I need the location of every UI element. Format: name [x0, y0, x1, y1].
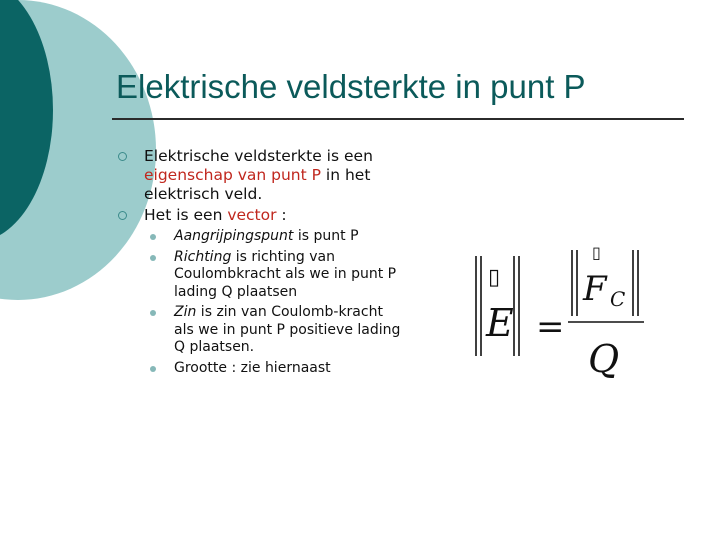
- sub-bullet-term: Richting: [174, 248, 232, 265]
- title-underline: [112, 118, 684, 120]
- bullet-text: :: [276, 206, 287, 224]
- sub-bullet-term: Aangrijpingspunt: [174, 228, 294, 244]
- dot-bullet-icon: [150, 255, 156, 261]
- bullet-item-definition: [116, 147, 406, 204]
- missing-glyph: ▯: [592, 243, 601, 262]
- sub-bullet-item: [116, 360, 406, 378]
- sub-bullet-term: Zin: [174, 304, 197, 320]
- formula-numerator: F: [583, 269, 607, 309]
- formula-equals: =: [536, 307, 565, 347]
- field-strength-formula: [470, 238, 650, 388]
- formula-subscript: C: [610, 287, 626, 311]
- bullet-text: Het is een: [144, 206, 228, 224]
- missing-glyph: ▯: [488, 265, 501, 290]
- sub-bullet-item: [116, 249, 406, 302]
- ring-bullet-icon: [118, 152, 127, 161]
- highlight-text: vector: [227, 206, 277, 224]
- ring-bullet-icon: [118, 211, 127, 220]
- bullet-item-vector: [116, 206, 406, 225]
- highlight-text: eigenschap van punt P: [144, 166, 321, 184]
- dot-bullet-icon: [150, 310, 156, 316]
- sub-bullet-text: is richting van Coulombkracht als we in punt P lading Q plaatsen: [174, 248, 397, 300]
- sub-bullet-item: [116, 304, 406, 357]
- bullet-text: in het elektrisch veld.: [144, 166, 371, 203]
- dot-bullet-icon: [150, 366, 156, 372]
- sub-bullet-item: [116, 228, 406, 246]
- formula-lhs: E: [486, 301, 514, 345]
- slide-title: Elektrische veldsterkte in punt P: [116, 68, 586, 105]
- dot-bullet-icon: [150, 234, 156, 240]
- sub-bullet-text: is punt P: [293, 228, 359, 244]
- sub-bullet-text: Grootte : zie hiernaast: [174, 359, 331, 376]
- bullet-list: [116, 147, 406, 377]
- sub-bullet-text: is zin van Coulomb-kracht als we in punt P positieve lading Q plaatsen.: [174, 304, 401, 355]
- formula-denominator: Q: [588, 337, 620, 381]
- bullet-text: Elektrische veldsterkte is een: [144, 147, 373, 165]
